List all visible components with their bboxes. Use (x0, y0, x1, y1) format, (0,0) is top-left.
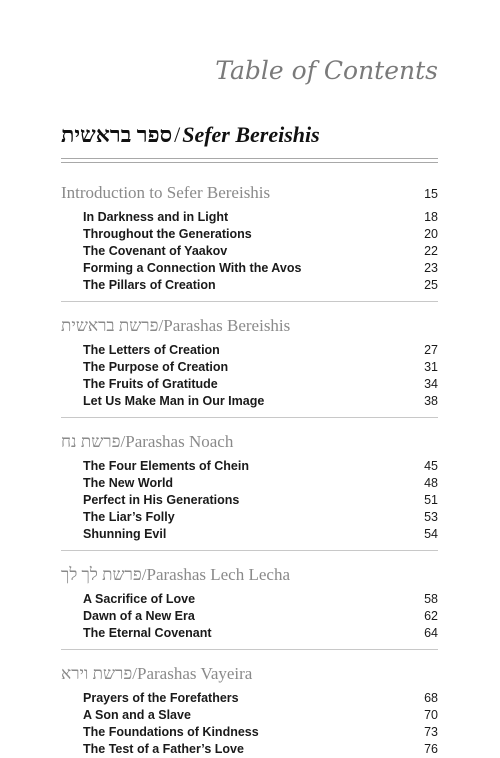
section-title (61, 314, 290, 338)
item-page-number: 45 (424, 459, 438, 473)
section-title-hebrew: פרשת לך לך (61, 565, 142, 584)
section-items (61, 209, 438, 294)
section-items (61, 342, 438, 410)
book-title-english: Sefer Bereishis (182, 122, 320, 147)
section-title-english: Parashas Vayeira (137, 664, 253, 683)
item-page-number: 51 (424, 493, 438, 507)
item-title: Forming a Connection With the Avos (83, 261, 302, 275)
list-item[interactable] (61, 393, 438, 410)
item-page-number: 18 (424, 210, 438, 224)
list-item[interactable] (61, 359, 438, 376)
item-page-number: 62 (424, 609, 438, 623)
section-title-separator: / (132, 664, 138, 683)
list-item[interactable] (61, 492, 438, 509)
item-title: The Liar’s Folly (83, 510, 175, 524)
list-item[interactable] (61, 277, 438, 294)
item-page-number: 73 (424, 725, 438, 739)
section-divider (61, 649, 438, 650)
toc-section (61, 563, 438, 650)
item-title: The Fruits of Gratitude (83, 377, 218, 391)
section-title-english: Parashas Lech Lecha (146, 565, 290, 584)
item-title: The Covenant of Yaakov (83, 244, 228, 258)
item-page-number: 53 (424, 510, 438, 524)
list-item[interactable] (61, 458, 438, 475)
section-title-english: Introduction to Sefer Bereishis (61, 183, 271, 202)
toc-section (61, 430, 438, 551)
section-title-separator: / (158, 316, 164, 335)
list-item[interactable] (61, 591, 438, 608)
item-page-number: 22 (424, 244, 438, 258)
list-item[interactable] (61, 243, 438, 260)
section-title-english: Parashas Bereishis (163, 316, 291, 335)
section-heading[interactable] (61, 563, 438, 587)
item-page-number: 58 (424, 592, 438, 606)
item-title: Throughout the Generations (83, 227, 252, 241)
item-page-number: 68 (424, 691, 438, 705)
section-title-hebrew: פרשת נח (61, 432, 121, 451)
item-page-number: 70 (424, 708, 438, 722)
page-title: Table of Contents (215, 56, 438, 85)
double-rule-bottom (61, 162, 438, 163)
list-item[interactable] (61, 526, 438, 543)
toc-sections (61, 181, 438, 758)
double-rule-top (61, 158, 438, 159)
section-heading[interactable] (61, 181, 438, 205)
item-title: The Test of a Father’s Love (83, 742, 244, 756)
item-title: Perfect in His Generations (83, 493, 240, 507)
item-title: Let Us Make Man in Our Image (83, 394, 265, 408)
item-title: A Sacrifice of Love (83, 592, 196, 606)
book-title (61, 122, 320, 148)
item-title: Dawn of a New Era (83, 609, 195, 623)
section-heading[interactable] (61, 662, 438, 686)
list-item[interactable] (61, 608, 438, 625)
list-item[interactable] (61, 260, 438, 277)
section-title (61, 181, 270, 205)
item-title: Prayers of the Forefathers (83, 691, 239, 705)
item-title: The Four Elements of Chein (83, 459, 249, 473)
item-title: In Darkness and in Light (83, 210, 229, 224)
item-page-number: 76 (424, 742, 438, 756)
item-title: Shunning Evil (83, 527, 167, 541)
item-title: The Foundations of Kindness (83, 725, 259, 739)
list-item[interactable] (61, 475, 438, 492)
item-page-number: 27 (424, 343, 438, 357)
list-item[interactable] (61, 342, 438, 359)
item-title: The Letters of Creation (83, 343, 220, 357)
item-title: The Purpose of Creation (83, 360, 229, 374)
section-items (61, 458, 438, 543)
item-title: The Eternal Covenant (83, 626, 212, 640)
section-heading[interactable] (61, 314, 438, 338)
section-items (61, 591, 438, 642)
item-page-number: 31 (424, 360, 438, 374)
section-items (61, 690, 438, 758)
list-item[interactable] (61, 209, 438, 226)
item-page-number: 23 (424, 261, 438, 275)
toc-section (61, 662, 438, 758)
section-title (61, 430, 233, 454)
list-item[interactable] (61, 376, 438, 393)
section-divider (61, 301, 438, 302)
section-title-separator: / (120, 432, 126, 451)
section-title (61, 563, 290, 587)
book-title-separator: / (174, 122, 181, 147)
item-page-number: 34 (424, 377, 438, 391)
item-title: The New World (83, 476, 174, 490)
list-item[interactable] (61, 707, 438, 724)
item-page-number: 48 (424, 476, 438, 490)
list-item[interactable] (61, 226, 438, 243)
item-title: A Son and a Slave (83, 708, 191, 722)
toc-section (61, 181, 438, 302)
item-page-number: 64 (424, 626, 438, 640)
section-title-hebrew: פרשת וירא (61, 664, 133, 683)
section-title-english: Parashas Noach (125, 432, 234, 451)
item-page-number: 38 (424, 394, 438, 408)
item-title: The Pillars of Creation (83, 278, 216, 292)
list-item[interactable] (61, 690, 438, 707)
item-page-number: 20 (424, 227, 438, 241)
section-heading[interactable] (61, 430, 438, 454)
section-divider (61, 550, 438, 551)
section-title-separator: / (141, 565, 147, 584)
section-title (61, 662, 252, 686)
toc-section (61, 314, 438, 418)
book-title-hebrew: ספר בראשית (61, 122, 173, 147)
section-page-number: 15 (424, 187, 438, 201)
item-page-number: 25 (424, 278, 438, 292)
list-item[interactable] (61, 509, 438, 526)
list-item[interactable] (61, 625, 438, 642)
section-title-hebrew: פרשת בראשית (61, 316, 159, 335)
list-item[interactable] (61, 724, 438, 741)
item-page-number: 54 (424, 527, 438, 541)
section-divider (61, 417, 438, 418)
